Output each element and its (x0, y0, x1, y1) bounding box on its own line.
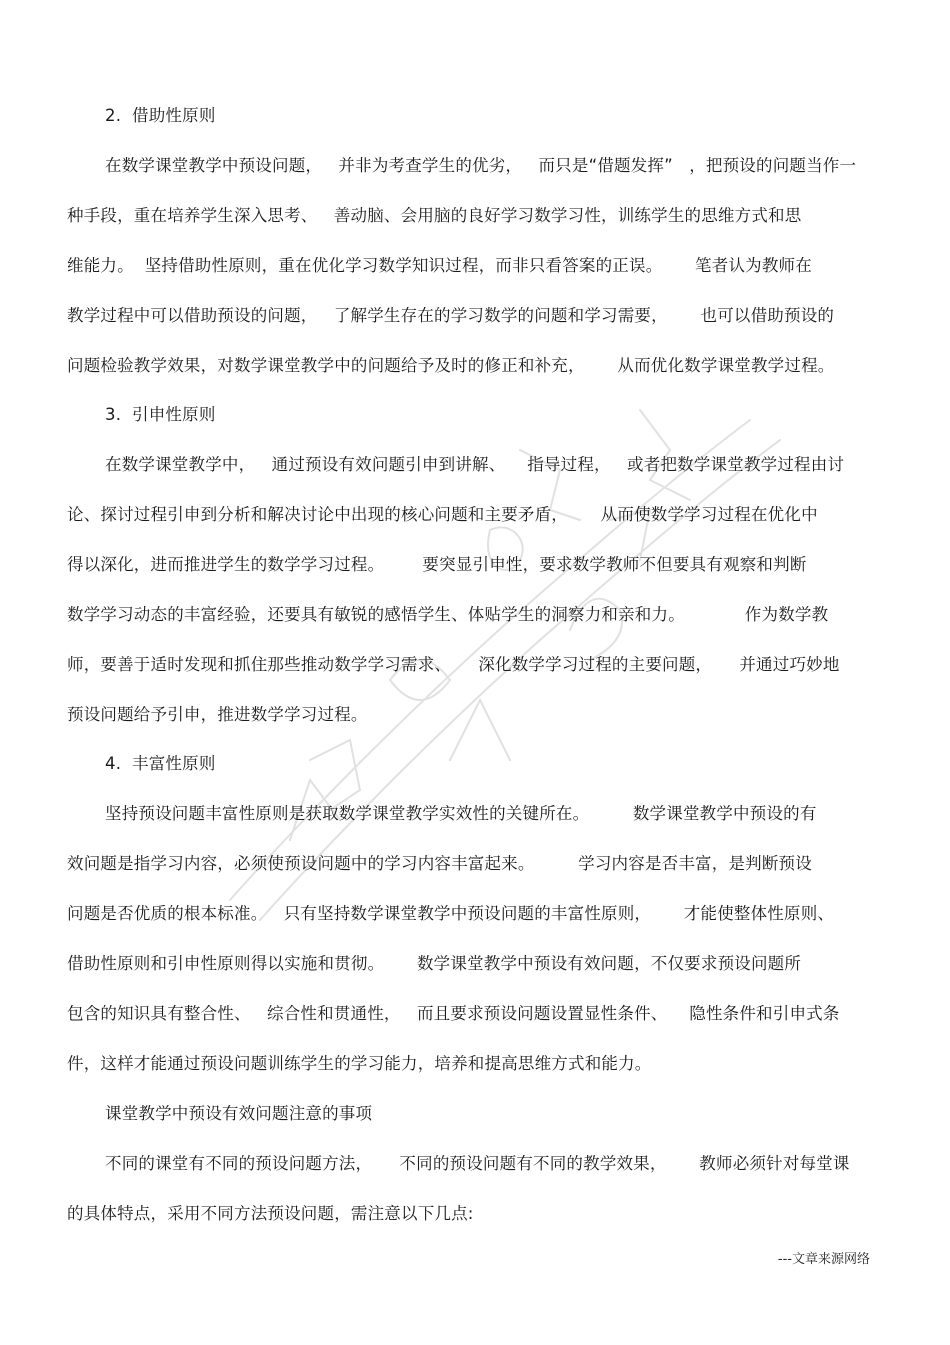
section-heading-2: 2. 借助性原则 (105, 106, 216, 125)
paragraph-line: 借助性原则和引申性原则得以实施和贯彻。 数学课堂教学中预设有效问题，不仅要求预设问题所 (67, 954, 802, 973)
paragraph-line: 种手段，重在培养学生深入思考、 善动脑、会用脑的良好学习数学习性，训练学生的思维方式和思 (67, 206, 802, 225)
paragraph-line: 坚持预设问题丰富性原则是获取数学课堂教学实效性的关键所在。 数学课堂教学中预设的有 (105, 804, 817, 823)
paragraph-line: 的具体特点，采用不同方法预设问题，需注意以下几点: (67, 1204, 474, 1223)
paragraph-line: 预设问题给予引申，推进数学学习过程。 (67, 705, 368, 724)
paragraph-line: 包含的知识具有整合性、 综合性和贯通性， 而且要求预设问题设置显性条件、 隐性条件和引申式条 (67, 1004, 840, 1023)
paragraph-line: 得以深化，进而推进学生的数学学习过程。 要突显引申性，要求数学教师不但要具有观察和判断 (67, 555, 807, 574)
paragraph-line: 维能力。 坚持借助性原则，重在优化学习数学知识过程，而非只看答案的正误。 笔者认为教师在 (67, 256, 812, 275)
paragraph-line: 问题是否优质的根本标准。 只有坚持数学课堂教学中预设问题的丰富性原则， 才能使整体性原则、 (67, 904, 835, 923)
section-heading-3: 3. 引申性原则 (105, 405, 216, 424)
paragraph-line: 在数学课堂教学中， 通过预设有效问题引申到讲解、 指导过程， 或者把数学课堂教学过程由讨 (105, 455, 845, 474)
paragraph-line: 问题检验教学效果，对数学课堂教学中的问题给予及时的修正和补充， 从而优化数学课堂教学过程。 (67, 356, 835, 375)
paragraph-line: 效问题是指学习内容，必须使预设问题中的学习内容丰富起来。 学习内容是否丰富，是判断预设 (67, 854, 812, 873)
section-heading-4: 4. 丰富性原则 (105, 754, 216, 773)
paragraph-line: 论、探讨过程引申到分析和解决讨论中出现的核心问题和主要矛盾， 从而使数学学习过程在优化中 (67, 505, 818, 524)
paragraph-line: 数学学习动态的丰富经验，还要具有敏锐的感悟学生、体贴学生的洞察力和亲和力。 作为数学教 (67, 605, 829, 624)
paragraph-line: 在数学课堂教学中预设问题， 并非为考查学生的优劣， 而只是“借题发挥” ，把预设的问题当作一 (105, 156, 857, 175)
paragraph-line: 不同的课堂有不同的预设问题方法， 不同的预设问题有不同的教学效果， 教师必须针对每堂课 (105, 1154, 850, 1173)
paragraph-line: 师，要善于适时发现和抓住那些推动数学学习需求、 深化数学学习过程的主要问题， 并通过巧妙地 (67, 655, 840, 674)
paragraph-line: 件，这样才能通过预设问题训练学生的学习能力，培养和提高思维方式和能力。 (67, 1054, 652, 1073)
source-footer: ---文章来源网络 (777, 1252, 870, 1267)
section-heading-notes: 课堂教学中预设有效问题注意的事项 (105, 1104, 373, 1123)
paragraph-line: 教学过程中可以借助预设的问题， 了解学生存在的学习数学的问题和学习需要， 也可以借助预设的 (67, 306, 835, 325)
